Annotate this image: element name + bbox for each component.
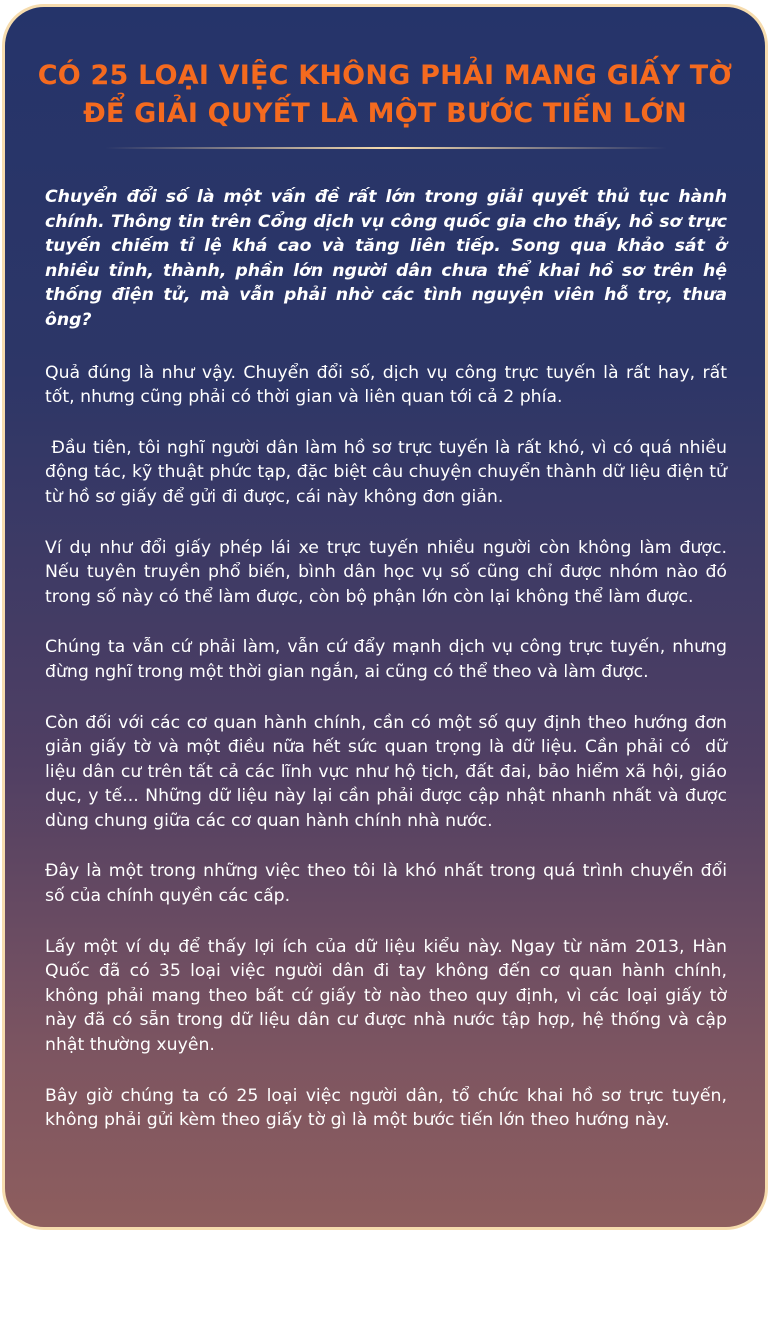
interview-question: Chuyển đổi số là một vấn đề rất lớn trong giải quyết thủ tục hành chính. Thông tin trên Cổng dịch vụ công quốc gia cho thấy, hồ sơ trực tuyến chiếm tỉ lệ khá cao và tăng liên tiếp. Song qua khảo sát ở nhiều tỉnh, thành, phần lớn người dân chưa thể khai hồ sơ trên hệ thống điện tử, mà vẫn phải nhờ các tình nguyện viên hỗ trợ, thưa ông? — [45, 187, 727, 330]
answer-paragraph: Còn đối với các cơ quan hành chính, cần có một số quy định theo hướng đơn giản giấy tờ và một điều nữa hết sức quan trọng là dữ liệu. Cần phải có dữ liệu dân cư trên tất cả các lĩnh vực như hộ tịch, đất đai, bảo hiểm xã hội, giáo dục, y tế... Những dữ liệu này lại cần phải được cập nhật nhanh nhất và được dùng chung giữa các cơ quan hành chính nhà nước. — [45, 712, 733, 831]
article-body — [45, 185, 733, 1159]
article-card — [2, 4, 768, 1230]
answer-paragraph: Chúng ta vẫn cứ phải làm, vẫn cứ đẩy mạnh dịch vụ công trực tuyến, nhưng đừng nghĩ trong một thời gian ngắn, ai cũng có thể theo và làm được. — [45, 637, 727, 682]
answer-paragraph: Bây giờ chúng ta có 25 loại việc người dân, tổ chức khai hồ sơ trực tuyến, không phải gửi kèm theo giấy tờ gì là một bước tiến lớn theo hướng này. — [45, 1085, 727, 1131]
article-title — [25, 57, 745, 133]
title-line-1: CÓ 25 LOẠI VIỆC KHÔNG PHẢI MANG GIẤY TỜ — [37, 60, 733, 91]
answer-paragraph: Đây là một trong những việc theo tôi là khó nhất trong quá trình chuyển đổi số của chính quyền các cấp. — [45, 861, 727, 907]
answer-paragraph: Quả đúng là như vậy. Chuyển đổi số, dịch vụ công trực tuyến là rất hay, rất tốt, nhưng cũng phải có thời gian và liên quan tới cả 2 phía. — [45, 362, 727, 408]
answer-paragraph: Lấy một ví dụ để thấy lợi ích của dữ liệu kiểu này. Ngay từ năm 2013, Hàn Quốc đã có 35 loại việc người dân đi tay không đến cơ quan hành chính, không phải mang theo bất cứ giấy tờ nào theo quy định, vì các loại giấy tờ này đã có sẵn trong dữ liệu dân cư được nhà nước tập hợp, hệ thống và cập nhật thường xuyên. — [45, 936, 727, 1056]
title-line-2: ĐỂ GIẢI QUYẾT LÀ MỘT BƯỚC TIẾN LỚN — [83, 98, 687, 129]
answer-paragraph: Ví dụ như đổi giấy phép lái xe trực tuyến nhiều người còn không làm được. Nếu tuyên truyền phổ biến, bình dân học vụ số cũng chỉ được nhóm nào đó trong số này có thể làm được, còn bộ phận lớn còn lại không thể làm được. — [45, 537, 727, 607]
answer-paragraph: Đầu tiên, tôi nghĩ người dân làm hồ sơ trực tuyến là rất khó, vì có quá nhiều động tác, kỹ thuật phức tạp, đặc biệt câu chuyện chuyển thành dữ liệu điện tử từ hồ sơ giấy để gửi đi được, cái này không đơn giản. — [45, 437, 733, 507]
title-divider — [105, 147, 667, 149]
